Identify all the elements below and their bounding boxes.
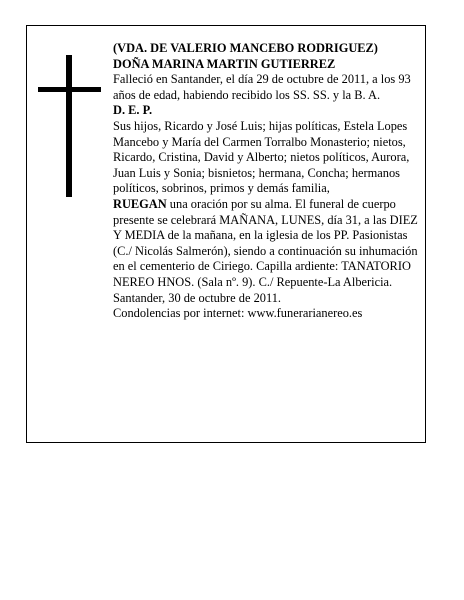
family-text: Sus hijos, Ricardo y José Luis; hijas políticas, Estela Lopes Mancebo y María del Carmen Torralbo Monasterio; nietos, Ricardo, Cristina, David y Alberto; nietos políticos, Aurora, Juan Luis y Sonia; bisnietos; hermana, Concha; hermanos políticos, sobrinos, primos y demás familia,: [113, 118, 410, 196]
ruegan-label: RUEGAN: [113, 196, 167, 211]
ruegan-paragraph: [113, 197, 423, 291]
obituary-notice: [26, 25, 426, 443]
cross-icon: [66, 55, 72, 197]
ruegan-text: una oración por su alma. El funeral de cuerpo presente se celebrará MAÑANA, LUNES, día 31, a las DIEZ Y MEDIA de la mañana, en la iglesia de los PP. Pasionistas (C./ Nicolás Salmerón), siendo a continuación su inhumación en el cementerio de Ciriego. Capilla ardiente: TANATORIO NEREO HNOS. (Sala nº. 9). C./ Repuente-La Albericia.: [113, 196, 418, 289]
dep-line: D. E. P.: [113, 103, 153, 118]
place-date: Santander, 30 de octubre de 2011.: [113, 290, 281, 305]
deceased-name: DOÑA MARINA MARTIN GUTIERREZ: [113, 56, 336, 71]
death-details: Falleció en Santander, el día 29 de octubre de 2011, a los 93 años de edad, habiendo recibido los SS. SS. y la B. A.: [113, 72, 411, 102]
widow-line: (VDA. DE VALERIO MANCEBO RODRIGUEZ): [113, 41, 378, 55]
cross-icon-bar: [38, 87, 101, 92]
condolences-line: Condolencias por internet: www.funerarianereo.es: [113, 306, 363, 321]
obituary-text: [113, 41, 423, 322]
